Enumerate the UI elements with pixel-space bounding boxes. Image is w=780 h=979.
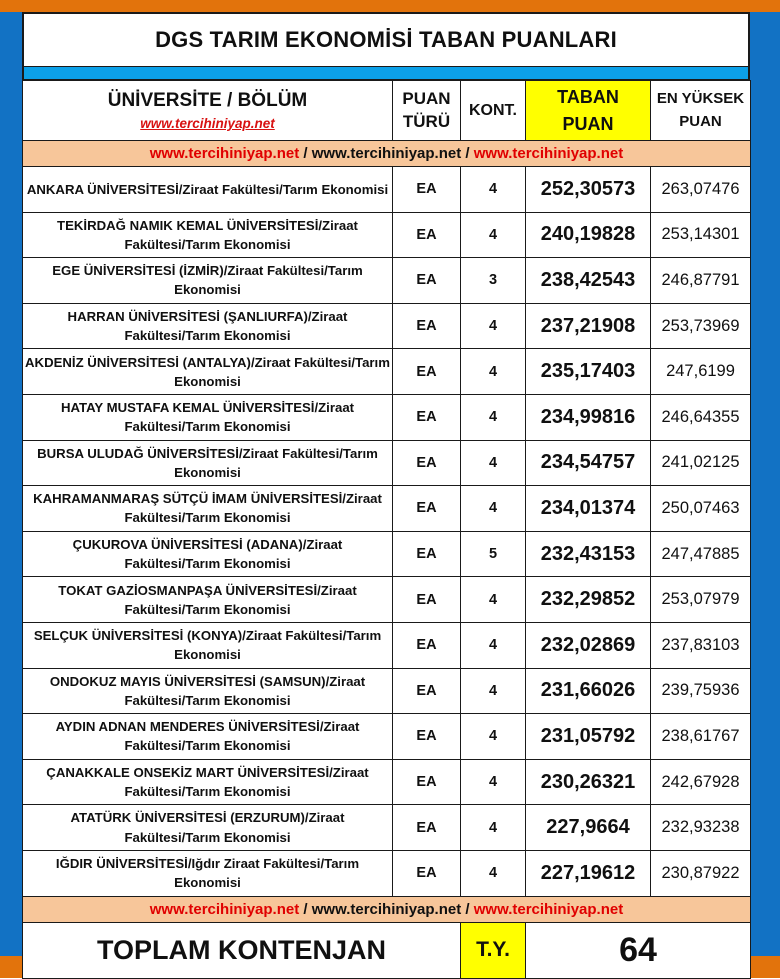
cell-score-type: EA (393, 394, 461, 440)
cell-base-score: 232,29852 (526, 577, 651, 623)
cell-university: ONDOKUZ MAYIS ÜNİVERSİTESİ (SAMSUN)/Ziraat Fakültesi/Tarım Ekonomisi (23, 668, 393, 714)
cell-quota: 4 (461, 394, 526, 440)
column-header-score-type (393, 81, 461, 141)
blue-separator (22, 67, 750, 80)
column-header-highest-score (651, 81, 751, 141)
cell-quota: 4 (461, 486, 526, 532)
cell-quota: 4 (461, 714, 526, 760)
cell-base-score: 231,05792 (526, 714, 651, 760)
cell-score-type: EA (393, 258, 461, 304)
table-row[interactable] (23, 486, 751, 532)
cell-university: SELÇUK ÜNİVERSİTESİ (KONYA)/Ziraat Fakültesi/Tarım Ekonomisi (23, 622, 393, 668)
total-quota-label: TOPLAM KONTENJAN (23, 922, 461, 978)
table-row[interactable] (23, 577, 751, 623)
cell-university: HARRAN ÜNİVERSİTESİ (ŞANLIURFA)/Ziraat Fakültesi/Tarım Ekonomisi (23, 303, 393, 349)
cell-score-type: EA (393, 303, 461, 349)
promo-separator-2: / (461, 145, 474, 162)
cell-highest-score: 237,83103 (651, 622, 751, 668)
cell-score-type: EA (393, 850, 461, 896)
table-row[interactable] (23, 440, 751, 486)
cell-base-score: 232,43153 (526, 531, 651, 577)
cell-highest-score: 241,02125 (651, 440, 751, 486)
table-header-row (23, 81, 751, 141)
cell-base-score: 237,21908 (526, 303, 651, 349)
cell-score-type: EA (393, 577, 461, 623)
cell-score-type: EA (393, 486, 461, 532)
cell-quota: 5 (461, 531, 526, 577)
cell-quota: 4 (461, 577, 526, 623)
cell-highest-score: 232,93238 (651, 805, 751, 851)
cell-base-score: 238,42543 (526, 258, 651, 304)
right-blue-bar (750, 12, 780, 956)
cell-base-score: 235,17403 (526, 349, 651, 395)
cell-base-score: 230,26321 (526, 759, 651, 805)
cell-score-type: EA (393, 349, 461, 395)
cell-highest-score: 247,47885 (651, 531, 751, 577)
cell-university: ANKARA ÜNİVERSİTESİ/Ziraat Fakültesi/Tarım Ekonomisi (23, 167, 393, 213)
promo-separator-3: / (299, 900, 312, 918)
cell-base-score: 234,99816 (526, 394, 651, 440)
top-orange-bar (0, 0, 780, 12)
cell-score-type: EA (393, 759, 461, 805)
page-title-row (22, 12, 750, 67)
cell-base-score: 252,30573 (526, 167, 651, 213)
promo-link-4[interactable]: www.tercihiniyap.net (149, 900, 300, 918)
cell-university: HATAY MUSTAFA KEMAL ÜNİVERSİTESİ/Ziraat Fakültesi/Tarım Ekonomisi (23, 394, 393, 440)
scores-table (22, 80, 751, 979)
cell-university: ATATÜRK ÜNİVERSİTESİ (ERZURUM)/Ziraat Fakültesi/Tarım Ekonomisi (23, 805, 393, 851)
cell-highest-score: 238,61767 (651, 714, 751, 760)
table-row[interactable] (23, 668, 751, 714)
table-row[interactable] (23, 714, 751, 760)
cell-base-score: 232,02869 (526, 622, 651, 668)
cell-university: AKDENİZ ÜNİVERSİTESİ (ANTALYA)/Ziraat Fakültesi/Tarım Ekonomisi (23, 349, 393, 395)
table-row[interactable] (23, 805, 751, 851)
column-header-highest-score-line1: EN YÜKSEK (656, 90, 745, 107)
cell-highest-score: 247,6199 (651, 349, 751, 395)
table-row[interactable] (23, 850, 751, 896)
cell-university: TEKİRDAĞ NAMIK KEMAL ÜNİVERSİTESİ/Ziraat Fakültesi/Tarım Ekonomisi (23, 212, 393, 258)
cell-quota: 4 (461, 622, 526, 668)
cell-university: TOKAT GAZİOSMANPAŞA ÜNİVERSİTESİ/Ziraat Fakültesi/Tarım Ekonomisi (23, 577, 393, 623)
cell-quota: 4 (461, 212, 526, 258)
table-row[interactable] (23, 531, 751, 577)
promo-separator-1: / (299, 145, 312, 162)
cell-quota: 4 (461, 805, 526, 851)
table-row[interactable] (23, 258, 751, 304)
table-row[interactable] (23, 212, 751, 258)
cell-highest-score: 246,87791 (651, 258, 751, 304)
cell-score-type: EA (393, 440, 461, 486)
cell-base-score: 234,54757 (526, 440, 651, 486)
cell-university: AYDIN ADNAN MENDERES ÜNİVERSİTESİ/Ziraat Fakültesi/Tarım Ekonomisi (23, 714, 393, 760)
column-header-university-site: www.tercihiniyap.net (140, 115, 275, 131)
promo-banner-bottom (23, 896, 751, 922)
column-header-score-type-line2: TÜRÜ (402, 111, 451, 131)
total-row (23, 922, 751, 978)
cell-university: ÇANAKKALE ONSEKİZ MART ÜNİVERSİTESİ/Ziraat Fakültesi/Tarım Ekonomisi (23, 759, 393, 805)
column-header-base-score (526, 81, 651, 141)
promo-banner-top (23, 141, 751, 167)
promo-link-3[interactable]: www.tercihiniyap.net (473, 145, 624, 162)
column-header-quota: KONT. (461, 81, 526, 141)
cell-score-type: EA (393, 714, 461, 760)
cell-base-score: 234,01374 (526, 486, 651, 532)
cell-highest-score: 230,87922 (651, 850, 751, 896)
cell-score-type: EA (393, 668, 461, 714)
cell-highest-score: 253,73969 (651, 303, 751, 349)
table-row[interactable] (23, 759, 751, 805)
cell-university: EGE ÜNİVERSİTESİ (İZMİR)/Ziraat Fakültesi/Tarım Ekonomisi (23, 258, 393, 304)
column-header-university-label: ÜNİVERSİTE / BÖLÜM (107, 90, 308, 112)
cell-score-type: EA (393, 805, 461, 851)
cell-quota: 4 (461, 349, 526, 395)
left-blue-bar (0, 12, 22, 956)
column-header-score-type-line1: PUAN (402, 88, 451, 108)
cell-university: KAHRAMANMARAŞ SÜTÇÜ İMAM ÜNİVERSİTESİ/Ziraat Fakültesi/Tarım Ekonomisi (23, 486, 393, 532)
total-type-badge: T.Y. (461, 922, 526, 978)
table-row[interactable] (23, 622, 751, 668)
table-body (23, 167, 751, 897)
promo-separator-4: / (461, 900, 474, 918)
sheet (22, 12, 750, 969)
column-header-highest-score-line2: PUAN (679, 112, 722, 130)
table-row[interactable] (23, 394, 751, 440)
cell-base-score: 227,19612 (526, 850, 651, 896)
total-quota-value: 64 (526, 922, 751, 978)
cell-highest-score: 253,14301 (651, 212, 751, 258)
promo-link-5[interactable]: www.tercihiniyap.net (311, 900, 462, 918)
cell-base-score: 227,9664 (526, 805, 651, 851)
cell-quota: 4 (461, 440, 526, 486)
table-row[interactable] (23, 167, 751, 213)
promo-link-6[interactable]: www.tercihiniyap.net (473, 900, 624, 918)
cell-quota: 4 (461, 668, 526, 714)
cell-highest-score: 242,67928 (651, 759, 751, 805)
page-title: DGS TARIM EKONOMİSİ TABAN PUANLARI (155, 27, 617, 52)
column-header-university (23, 81, 393, 141)
cell-quota: 4 (461, 303, 526, 349)
cell-score-type: EA (393, 531, 461, 577)
cell-highest-score: 246,64355 (651, 394, 751, 440)
cell-quota: 4 (461, 850, 526, 896)
cell-score-type: EA (393, 212, 461, 258)
cell-quota: 3 (461, 258, 526, 304)
cell-highest-score: 239,75936 (651, 668, 751, 714)
table-row[interactable] (23, 349, 751, 395)
column-header-base-score-line2: PUAN (562, 113, 614, 134)
promo-banner-row-top (23, 141, 751, 167)
cell-base-score: 240,19828 (526, 212, 651, 258)
cell-score-type: EA (393, 622, 461, 668)
cell-base-score: 231,66026 (526, 668, 651, 714)
cell-university: BURSA ULUDAĞ ÜNİVERSİTESİ/Ziraat Fakültesi/Tarım Ekonomisi (23, 440, 393, 486)
cell-highest-score: 253,07979 (651, 577, 751, 623)
cell-quota: 4 (461, 167, 526, 213)
cell-highest-score: 250,07463 (651, 486, 751, 532)
cell-university: ÇUKUROVA ÜNİVERSİTESİ (ADANA)/Ziraat Fakültesi/Tarım Ekonomisi (23, 531, 393, 577)
promo-banner-row-bottom (23, 896, 751, 922)
promo-link-1[interactable]: www.tercihiniyap.net (149, 145, 300, 162)
cell-highest-score: 263,07476 (651, 167, 751, 213)
promo-link-2[interactable]: www.tercihiniyap.net (311, 145, 462, 162)
cell-university: IĞDIR ÜNİVERSİTESİ/Iğdır Ziraat Fakültesi/Tarım Ekonomisi (23, 850, 393, 896)
table-row[interactable] (23, 303, 751, 349)
cell-score-type: EA (393, 167, 461, 213)
column-header-base-score-line1: TABAN (557, 86, 619, 107)
cell-quota: 4 (461, 759, 526, 805)
